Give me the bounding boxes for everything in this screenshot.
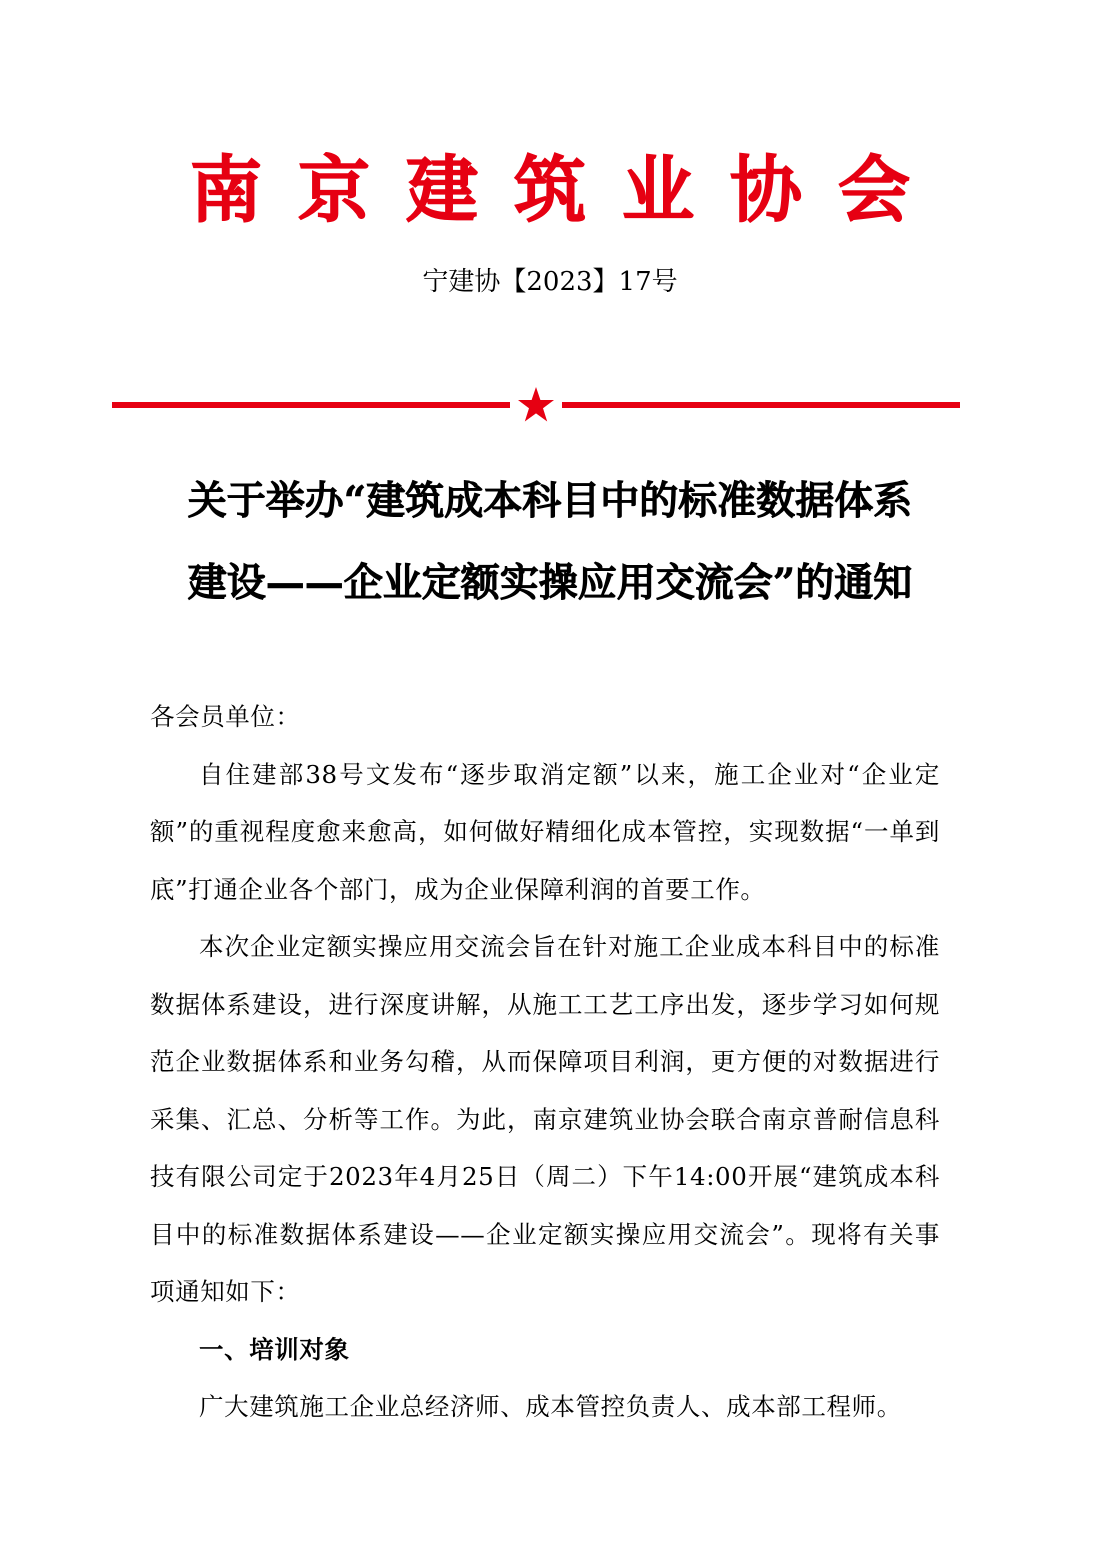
notice-title-line-2: 建设——企业定额实操应用交流会”的通知	[187, 560, 913, 606]
paragraph-background: 自住建部38号文发布“逐步取消定额”以来，施工企业对“企业定额”的重视程度愈来愈高，如何做好精细化成本管控，实现数据“一单到底”打通企业各个部门，成为企业保障利润的首要工作。	[150, 759, 940, 904]
notice-title	[120, 460, 980, 624]
red-divider	[112, 385, 960, 429]
divider-rule-right	[562, 402, 960, 408]
notice-title-line-1: 关于举办“建筑成本科目中的标准数据体系	[187, 478, 913, 524]
section-heading-audience: 一、培训对象	[199, 1334, 350, 1364]
paragraph-purpose: 本次企业定额实操应用交流会旨在针对施工企业成本科目中的标准数据体系建设，进行深度讲解，从施工工艺工序出发，逐步学习如何规范企业数据体系和业务勾稽，从而保障项目利润，更方便的对数据进行采集、汇总、分析等工作。为此，南京建筑业协会联合南京普耐信息科技有限公司定于2023年4月25日（周二）下午14:00开展“建筑成本科目中的标准数据体系建设——企业定额实操应用交流会”。现将有关事项通知如下：	[150, 932, 940, 1306]
document-number: 宁建协【2023】17号	[422, 267, 678, 297]
notice-body	[150, 688, 940, 1436]
salutation: 各会员单位：	[150, 702, 301, 731]
divider-rule-left	[112, 402, 510, 408]
star-icon	[516, 385, 556, 425]
organization-letterhead: 南京建筑业协会	[189, 147, 946, 232]
section-text-audience: 广大建筑施工企业总经济师、成本管控负责人、成本部工程师。	[199, 1392, 902, 1421]
